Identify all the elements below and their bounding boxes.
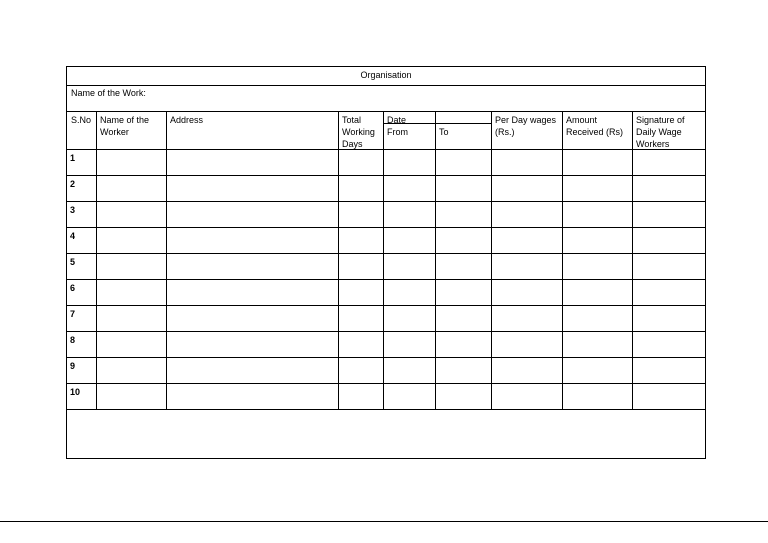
row-number: 3 [70, 205, 76, 215]
column-divider [491, 111, 492, 409]
row-number: 6 [70, 283, 76, 293]
column-divider [562, 111, 563, 409]
column-divider [632, 111, 633, 409]
row-number: 2 [70, 179, 76, 189]
header-sno: S.No [71, 115, 92, 125]
column-divider [435, 111, 436, 123]
column-divider [96, 111, 97, 409]
row-divider [67, 201, 705, 202]
row-divider [67, 305, 705, 306]
header-date-from: From [387, 127, 408, 137]
form-title: Organisation [360, 70, 412, 80]
column-divider [338, 111, 339, 409]
header-total-working-days: Total Working Days [342, 115, 375, 149]
row-divider [67, 383, 705, 384]
page-bottom-rule [0, 521, 768, 522]
header-amount-received: Amount Received (Rs) [566, 115, 624, 137]
divider [67, 85, 705, 86]
header-per-day-wages: Per Day wages (Rs.) [495, 115, 557, 137]
row-number: 7 [70, 309, 76, 319]
row-number: 9 [70, 361, 76, 371]
row-divider [67, 357, 705, 358]
column-divider [383, 111, 384, 409]
header-signature: Signature of Daily Wage Workers [636, 115, 685, 149]
row-divider [67, 331, 705, 332]
column-divider [435, 123, 436, 409]
row-divider [67, 253, 705, 254]
row-divider [67, 227, 705, 228]
divider [383, 123, 491, 124]
row-number: 10 [70, 387, 81, 397]
header-address: Address [170, 115, 204, 125]
name-of-work-label: Name of the Work: [71, 88, 146, 98]
row-divider [67, 279, 705, 280]
wage-register-form [66, 66, 706, 459]
row-number: 8 [70, 335, 76, 345]
row-number: 4 [70, 231, 76, 241]
header-date-to: To [439, 127, 449, 137]
divider [67, 149, 705, 150]
row-number: 5 [70, 257, 76, 267]
row-divider [67, 175, 705, 176]
header-worker-name: Name of the Worker [100, 115, 150, 137]
column-divider [166, 111, 167, 409]
row-divider [67, 409, 705, 410]
row-number: 1 [70, 153, 76, 163]
header-date: Date [387, 115, 407, 125]
